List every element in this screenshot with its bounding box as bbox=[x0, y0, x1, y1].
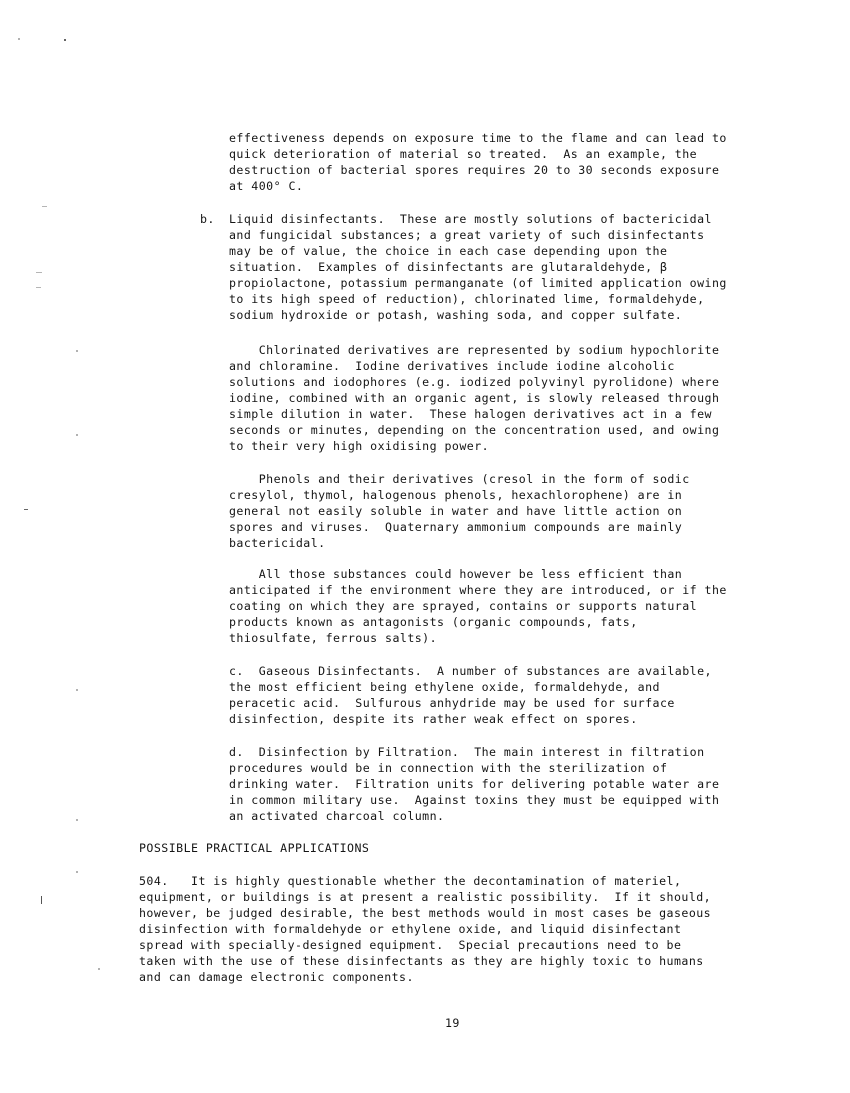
text-line: at 400° C. bbox=[229, 179, 304, 193]
text-line: spores and viruses. Quaternary ammonium compounds are mainly bbox=[229, 520, 683, 534]
scan-mark bbox=[41, 896, 42, 904]
text-line: effectiveness depends on exposure time to the flame and can lead to bbox=[229, 131, 727, 145]
text-line: disinfection, despite its rather weak effect on spores. bbox=[229, 712, 638, 726]
text-line: simple dilution in water. These halogen derivatives act in a few bbox=[229, 407, 712, 421]
section-heading: POSSIBLE PRACTICAL APPLICATIONS bbox=[139, 841, 370, 855]
text-line: and chloramine. Iodine derivatives include iodine alcoholic bbox=[229, 359, 675, 373]
scan-speck bbox=[64, 39, 66, 41]
scan-mark bbox=[36, 272, 42, 273]
scan-mark bbox=[36, 287, 41, 288]
text-line: equipment, or buildings is at present a realistic possibility. If it should, bbox=[139, 890, 712, 904]
scan-speck bbox=[76, 819, 78, 821]
text-line: procedures would be in connection with the sterilization of bbox=[229, 761, 668, 775]
scan-speck bbox=[98, 968, 100, 970]
text-line: quick deterioration of material so treated. As an example, the bbox=[229, 147, 698, 161]
text-line: however, be judged desirable, the best methods would in most cases be gaseous bbox=[139, 906, 712, 920]
text-line: Chlorinated derivatives are represented by sodium hypochlorite bbox=[229, 343, 720, 357]
text-line: cresylol, thymol, halogenous phenols, hexachlorophene) are in bbox=[229, 488, 683, 502]
text-line: disinfection with formaldehyde or ethylene oxide, and liquid disinfectant bbox=[139, 922, 682, 936]
scan-speck bbox=[76, 689, 78, 691]
text-line: propiolactone, potassium permanganate (of limited application owing bbox=[229, 276, 727, 290]
text-line: All those substances could however be less efficient than bbox=[229, 567, 683, 581]
text-line: situation. Examples of disinfectants are glutaraldehyde, β bbox=[229, 260, 668, 274]
text-line: thiosulfate, ferrous salts). bbox=[229, 631, 438, 645]
text-line: seconds or minutes, depending on the concentration used, and owing bbox=[229, 423, 720, 437]
text-line: and fungicidal substances; a great variety of such disinfectants bbox=[229, 228, 705, 242]
text-line: sodium hydroxide or potash, washing soda, and copper sulfate. bbox=[229, 308, 683, 322]
text-line: solutions and iodophores (e.g. iodized polyvinyl pyrolidone) where bbox=[229, 375, 720, 389]
text-line: in common military use. Against toxins they must be equipped with bbox=[229, 793, 720, 807]
text-line: Phenols and their derivatives (cresol in the form of sodic bbox=[229, 472, 690, 486]
scan-speck bbox=[18, 38, 20, 40]
scan-mark bbox=[24, 509, 28, 510]
text-line: iodine, combined with an organic agent, is slowly released through bbox=[229, 391, 720, 405]
list-marker: b. bbox=[200, 212, 215, 226]
text-line: drinking water. Filtration units for delivering potable water are bbox=[229, 777, 720, 791]
scan-speck bbox=[76, 434, 78, 436]
text-line: spread with specially-designed equipment. Special precautions need to be bbox=[139, 938, 682, 952]
page-number: 19 bbox=[445, 1016, 460, 1030]
text-line: destruction of bacterial spores requires 20 to 30 seconds exposure bbox=[229, 163, 720, 177]
text-line: taken with the use of these disinfectants as they are highly toxic to humans bbox=[139, 954, 704, 968]
text-line: products known as antagonists (organic compounds, fats, bbox=[229, 615, 638, 629]
text-line: Liquid disinfectants. These are mostly solutions of bactericidal bbox=[229, 212, 712, 226]
text-line: to their very high oxidising power. bbox=[229, 439, 490, 453]
scan-mark bbox=[42, 206, 47, 207]
scan-speck bbox=[76, 350, 78, 352]
text-line: anticipated if the environment where they are introduced, or if the bbox=[229, 583, 727, 597]
text-line: 504. It is highly questionable whether the decontamination of materiel, bbox=[139, 874, 682, 888]
scan-speck bbox=[76, 871, 78, 873]
text-line: the most efficient being ethylene oxide, formaldehyde, and bbox=[229, 680, 660, 694]
text-line: and can damage electronic components. bbox=[139, 970, 414, 984]
text-line: an activated charcoal column. bbox=[229, 809, 445, 823]
text-line: general not easily soluble in water and have little action on bbox=[229, 504, 683, 518]
text-line: to its high speed of reduction), chlorinated lime, formaldehyde, bbox=[229, 292, 705, 306]
text-line: c. Gaseous Disinfectants. A number of substances are available, bbox=[229, 664, 712, 678]
text-line: peracetic acid. Sulfurous anhydride may be used for surface bbox=[229, 696, 675, 710]
text-line: may be of value, the choice in each case depending upon the bbox=[229, 244, 668, 258]
text-line: coating on which they are sprayed, contains or supports natural bbox=[229, 599, 698, 613]
text-line: bactericidal. bbox=[229, 536, 326, 550]
text-line: d. Disinfection by Filtration. The main interest in filtration bbox=[229, 745, 705, 759]
